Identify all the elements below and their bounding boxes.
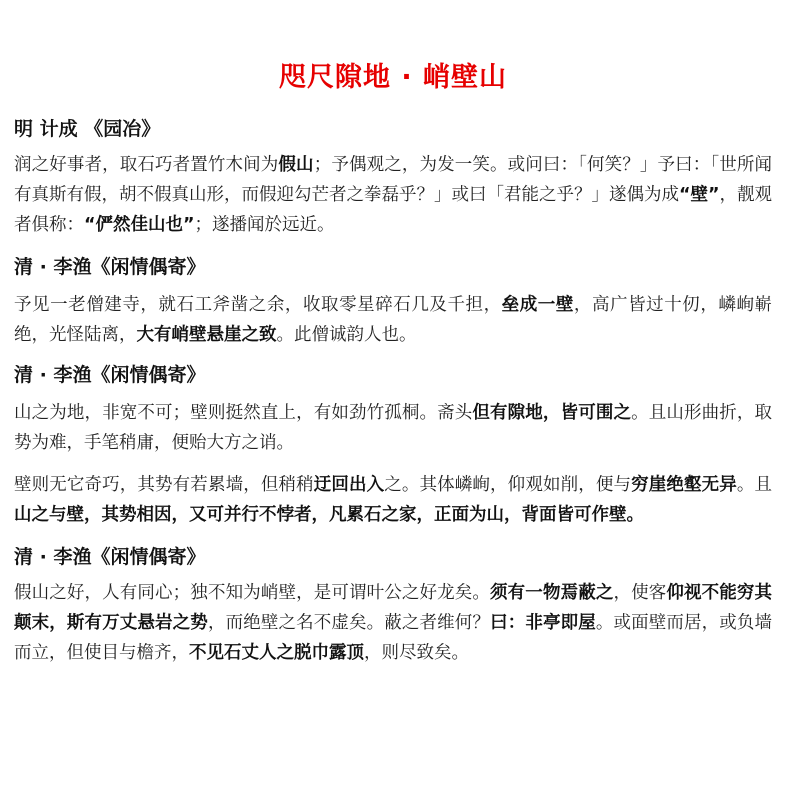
emphasis-text: 但有隙地，皆可围之 xyxy=(472,403,632,423)
emphasis-text: “俨然佳山也” xyxy=(84,215,195,235)
body-text: 假山之好，人有同心；独不知为峭壁，是可谓叶公之好龙矣。 xyxy=(14,583,491,603)
body-text: 壁则无它奇巧，其势有若累墙，但稍稍 xyxy=(14,475,314,495)
body-text: 予见一老僧建寺，就石工斧凿之余，收取零星碎石几及千担， xyxy=(14,295,502,315)
emphasis-text: 大有峭壁悬崖之致 xyxy=(136,325,277,345)
body-text: 。且山形曲折，取势为难，手笔稍庸，便贻大方之诮。 xyxy=(14,403,773,453)
body-text: 之。其体嶙峋，仰观如削，便与 xyxy=(384,475,632,495)
page-title: 咫尺隙地 · 峭壁山 xyxy=(278,62,508,93)
quote-paragraph xyxy=(14,150,772,240)
quote-paragraph xyxy=(14,470,772,530)
body-text: 。且 xyxy=(736,475,773,495)
emphasis-text: 不见石丈人之脱巾露顶 xyxy=(189,643,364,663)
emphasis-text: 迂回出入 xyxy=(313,475,385,495)
body-text: 。此僧诚韵人也。 xyxy=(276,325,417,345)
quote-paragraph xyxy=(14,578,772,668)
body-text: ，而绝壁之名不虚矣。蔽之者维何？ xyxy=(207,613,491,633)
emphasis-text: 仰视不能穷其颠末，斯有万丈悬岩之势 xyxy=(14,583,773,633)
section-heading-liyu-3: 清 · 李渔《闲情偶寄》 xyxy=(14,546,206,568)
quote-paragraph xyxy=(14,290,772,350)
emphasis-text: 山之与壁，其势相因，又可并行不悖者，凡累石之家，正面为山，背面皆可作壁。 xyxy=(14,505,644,525)
body-text: 润之好事者，取石巧者置竹木间为 xyxy=(14,155,279,175)
quote-paragraph xyxy=(14,398,772,458)
emphasis-text: 垒成一壁 xyxy=(501,295,574,315)
body-text: 山之为地，非宽不可；壁则挺然直上，有如劲竹孤桐。斋头 xyxy=(14,403,473,423)
emphasis-text: “壁” xyxy=(679,185,720,205)
section-heading-liyu-1: 清 · 李渔《闲情偶寄》 xyxy=(14,256,206,278)
section-heading-liyu-2: 清 · 李渔《闲情偶寄》 xyxy=(14,364,206,386)
body-text: ；遂播闻於远近。 xyxy=(194,215,335,235)
section-heading-jicheng: 明 计成 《园冶》 xyxy=(14,118,161,140)
emphasis-text: 曰：非亭即屋 xyxy=(490,613,596,633)
body-text: ，使客 xyxy=(613,583,667,603)
body-text: 。或面壁而居，或负墙而立，但使目与檐齐， xyxy=(14,613,773,663)
body-text: ，则尽致矣。 xyxy=(364,643,469,663)
emphasis-text: 穷崖绝壑无异 xyxy=(631,475,737,495)
body-text: ；予偶观之，为发一笑。或问曰：「何笑？」予曰：「世所闻有真斯有假，胡不假真山形，而假迎勾芒者之拳磊乎？」或曰「君能之乎？」遂偶为成 xyxy=(14,155,773,205)
emphasis-text: 须有一物焉蔽之 xyxy=(490,583,614,603)
emphasis-text: 假山 xyxy=(278,155,314,175)
body-text: ，靓观者俱称： xyxy=(14,185,773,235)
body-text: ，高广皆过十仞，嶙峋嶄绝，光怪陆离， xyxy=(14,295,773,345)
